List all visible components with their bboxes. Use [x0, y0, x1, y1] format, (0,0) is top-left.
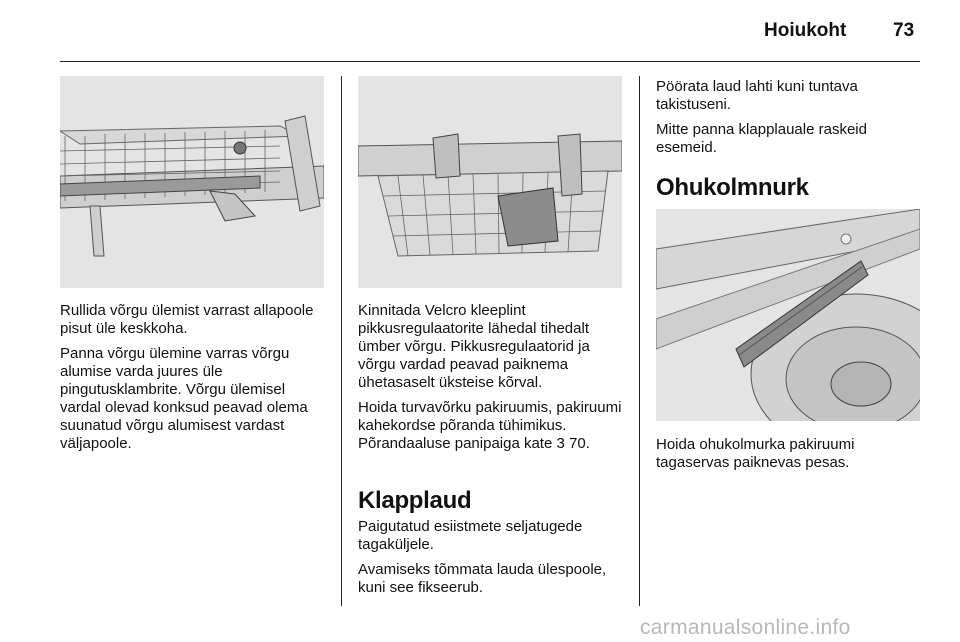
column-divider-2: [639, 76, 640, 606]
paragraph: Hoida ohukolmurka pakiruumi tagaservas paiknevas pesas.: [656, 436, 855, 471]
col3-text: [656, 78, 926, 164]
paragraph-text: Hoida turvavõrku pakiruumis, pakiruumi kahekordse põranda tühimikus. Põrandaaluse panipaiga kate: [358, 399, 622, 452]
figure-warning-triangle: [656, 209, 920, 421]
watermark: carmanualsonline.info: [640, 616, 851, 639]
figure-warning-triangle-illustration: [656, 209, 920, 421]
paragraph: Kinnitada Velcro kleeplint pikkusregulaatorite lähedal tihedalt ümber võrgu. Pikkusregulaatorid ja võrgu vardad peavad paiknema ühetasaselt üksteise kõrval.: [358, 302, 590, 391]
col1-text: [60, 302, 330, 460]
page-header: [0, 0, 960, 62]
page-number: 73: [893, 20, 915, 41]
heading-klapplaud: Klapplaud: [358, 487, 472, 514]
col2-text-2: [358, 518, 630, 604]
paragraph: Rullida võrgu ülemist varrast allapoole pisut üle keskkoha.: [60, 302, 314, 337]
figure-net-rolled: [60, 76, 324, 288]
figure-net-rolled-illustration: [60, 76, 324, 288]
col2-text: [358, 302, 630, 460]
page-reference-arrow: 3: [556, 435, 565, 452]
paragraph: Panna võrgu ülemine varras võrgu alumise varda juures üle pingutusklambrite. Võrgu ülemisel vardal olevad konksud peavad olema suunatud võrgu alumisest vardast väljapoole.: [60, 345, 308, 452]
header-rule: [60, 61, 920, 62]
paragraph: [358, 399, 630, 453]
figure-net-velcro-illustration: [358, 76, 622, 288]
page-reference: 70.: [569, 435, 590, 452]
heading-ohukolmnurk: Ohukolmnurk: [656, 174, 809, 201]
paragraph: Avamiseks tõmmata lauda ülespoole, kuni see fikseerub.: [358, 561, 607, 596]
figure-net-velcro: [358, 76, 622, 288]
paragraph: Mitte panna klapplauale raskeid esemeid.: [656, 121, 867, 156]
column-divider-1: [341, 76, 342, 606]
section-title: Hoiukoht: [764, 20, 847, 41]
col3-text-2: [656, 436, 926, 479]
paragraph: Pöörata laud lahti kuni tuntava takistuseni.: [656, 78, 858, 113]
paragraph: Paigutatud esiistmete seljatugede tagaküljele.: [358, 518, 583, 553]
